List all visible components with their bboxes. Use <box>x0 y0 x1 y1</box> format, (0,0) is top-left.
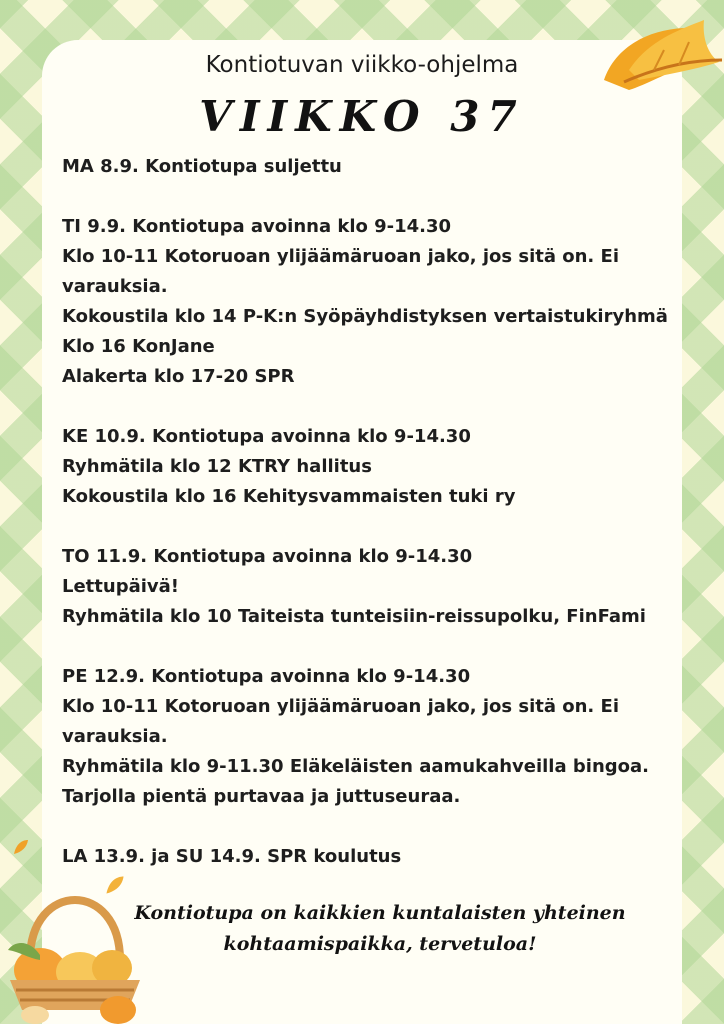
welcome-line-1: Kontiotupa on kaikkien kuntalaisten yhteinen <box>134 902 626 924</box>
welcome-message <box>80 898 680 960</box>
schedule-line: Lettupäivä! <box>62 576 179 597</box>
small-leaf-icon <box>12 838 30 856</box>
schedule-line: LA 13.9. ja SU 14.9. SPR koulutus <box>62 846 402 867</box>
schedule-line: TO 11.9. Kontiotupa avoinna klo 9-14.30 <box>62 546 473 567</box>
schedule-spacer <box>62 812 682 842</box>
schedule-line: TI 9.9. Kontiotupa avoinna klo 9-14.30 <box>62 216 452 237</box>
schedule-line: Kokoustila klo 16 Kehitysvammaisten tuki ry <box>62 486 516 507</box>
schedule-line: Alakerta klo 17-20 SPR <box>62 366 295 387</box>
schedule-spacer <box>62 182 682 212</box>
schedule-line: Tarjolla pientä purtavaa ja juttuseuraa. <box>62 786 461 807</box>
schedule-line: MA 8.9. Kontiotupa suljettu <box>62 156 342 177</box>
schedule-spacer <box>62 632 682 662</box>
week-program-subtitle: Kontiotuvan viikko-ohjelma <box>205 52 519 78</box>
schedule-line: Kokoustila klo 14 P-K:n Syöpäyhdistyksen vertaistukiryhmä <box>62 306 668 327</box>
schedule-line: Klo 16 KonJane <box>62 336 215 357</box>
schedule-line: varauksia. <box>62 726 168 747</box>
schedule-line: PE 12.9. Kontiotupa avoinna klo 9-14.30 <box>62 666 471 687</box>
schedule-line: Ryhmätila klo 10 Taiteista tunteisiin-reissupolku, FinFami <box>62 606 646 627</box>
small-leaf-icon <box>104 874 126 896</box>
schedule-line: KE 10.9. Kontiotupa avoinna klo 9-14.30 <box>62 426 471 447</box>
schedule-line: Klo 10-11 Kotoruoan ylijäämäruoan jako, jos sitä on. Ei <box>62 696 620 717</box>
schedule-line: Ryhmätila klo 12 KTRY hallitus <box>62 456 372 477</box>
schedule-line: Klo 10-11 Kotoruoan ylijäämäruoan jako, jos sitä on. Ei <box>62 246 620 267</box>
welcome-line-2: kohtaamispaikka, tervetuloa! <box>223 933 537 955</box>
schedule-line: Ryhmätila klo 9-11.30 Eläkeläisten aamukahveilla bingoa. <box>62 756 649 777</box>
schedule-spacer <box>62 392 682 422</box>
schedule-spacer <box>62 512 682 542</box>
schedule-line: varauksia. <box>62 276 168 297</box>
week-title: VIIKKO 37 <box>199 92 525 141</box>
schedule <box>62 152 682 872</box>
